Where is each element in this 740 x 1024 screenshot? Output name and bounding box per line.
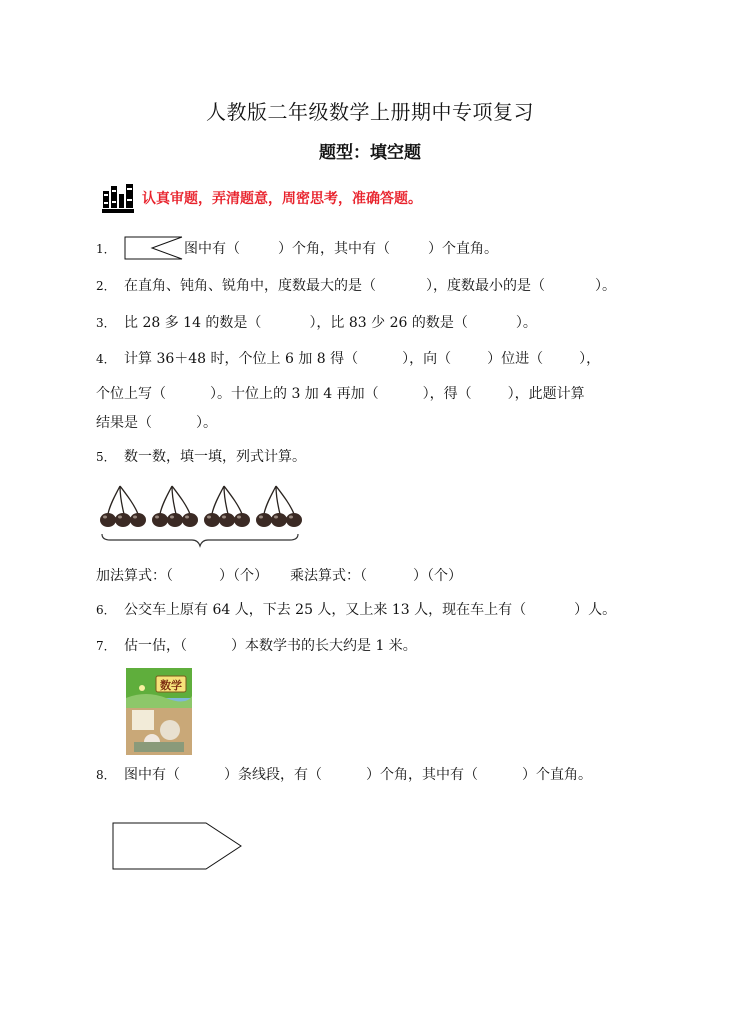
question-7: 7． 估一估，（ ）本数学书的长大约是 1 米。 <box>96 638 417 654</box>
question-8: 8． 图中有（ ）条线段，有（ ）个角，其中有（ ）个直角。 <box>96 767 592 783</box>
instruction-tip: 认真审题，弄清题意，周密思考，准确答题。 <box>142 191 422 207</box>
question-6: 6． 公交车上原有 64 人，下去 25 人，又上来 13 人，现在车上有（ ）人。 <box>96 602 617 618</box>
page-subtitle: 题型：填空题 <box>319 143 421 163</box>
question-1 <box>96 240 124 258</box>
question-4-line-3: 结果是（ ）。 <box>96 415 217 431</box>
cherries-figure <box>98 480 302 552</box>
cherry-group-1 <box>100 486 146 527</box>
pentagon-figure <box>110 820 246 872</box>
question-1-text: 图中有（ ）个角，其中有（ ）个直角。 <box>184 241 498 257</box>
question-3: 3． 比 28 多 14 的数是（ ），比 83 少 26 的数是（ ）。 <box>96 315 537 331</box>
angle-figure-1 <box>122 234 184 262</box>
question-number: 1． <box>96 242 116 256</box>
question-4-line-2: 个位上写（ ）。十位上的 3 加 4 再加（ ），得（ ），此题计算 <box>96 386 585 402</box>
brace <box>102 534 298 546</box>
books-icon <box>101 182 135 214</box>
question-5: 5． 数一数，填一填，列式计算。 <box>96 449 306 465</box>
page-title: 人教版二年级数学上册期中专项复习 <box>206 100 534 124</box>
question-4-line-1: 4． 计算 36＋48 时，个位上 6 加 8 得（ ），向（ ）位进（ ）， <box>96 351 601 367</box>
cherry-group-3 <box>204 486 250 527</box>
math-book-image <box>126 668 192 755</box>
question-5-answers: 加法算式：（ ）（个） 乘法算式：（ ）（个） <box>96 568 462 584</box>
cherry-group-2 <box>152 486 198 527</box>
book-title: 数学 <box>160 679 182 692</box>
question-2: 2． 在直角、钝角、锐角中，度数最大的是（ ），度数最小的是（ ）。 <box>96 278 616 294</box>
cherry-group-4 <box>256 486 302 527</box>
